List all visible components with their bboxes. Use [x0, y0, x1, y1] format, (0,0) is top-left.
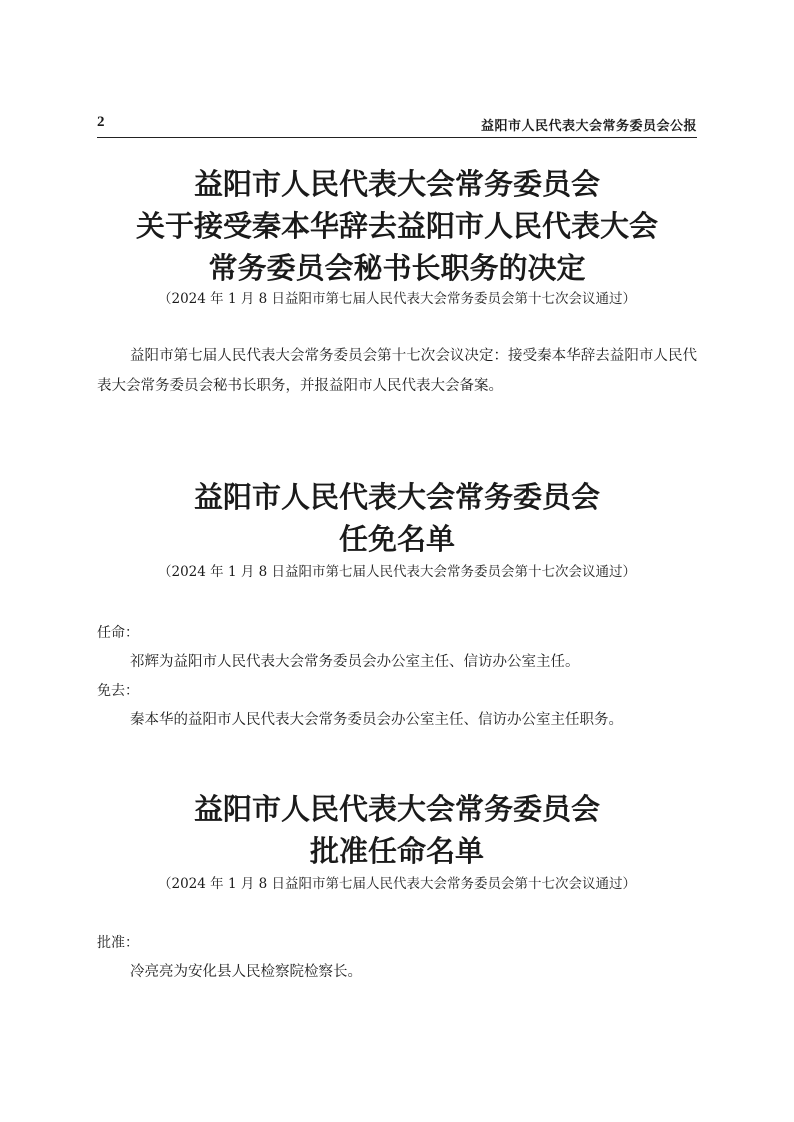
- appoint-item: 祁辉为益阳市人民代表大会常务委员会办公室主任、信访办公室主任。: [130, 654, 580, 670]
- page-header: [97, 114, 697, 138]
- appointments-adoption-note: （2024 年 1 月 8 日益阳市第七届人民代表大会常务委员会第十七次会议通过）: [158, 564, 636, 580]
- page-number: 2: [97, 114, 105, 130]
- appoint-label: 任命：: [97, 625, 139, 641]
- approvals-title-line-2: 批准任命名单: [309, 834, 484, 868]
- journal-title: 益阳市人民代表大会常务委员会公报: [480, 119, 697, 134]
- decision-adoption-note: （2024 年 1 月 8 日益阳市第七届人民代表大会常务委员会第十七次会议通过）: [158, 291, 636, 307]
- approvals-title-line-1: 益阳市人民代表大会常务委员会: [193, 792, 600, 826]
- decision-body: 益阳市第七届人民代表大会常务委员会第十七次会议决定：接受秦本华辞去益阳市人民代表大会常务委员会秘书长职务，并报益阳市人民代表大会备案。: [97, 348, 697, 394]
- remove-label: 免去：: [97, 683, 139, 699]
- appointments-title-line-2: 任免名单: [338, 522, 455, 556]
- header-divider: [97, 137, 697, 138]
- approve-item: 冷亮亮为安化县人民检察院检察长。: [130, 964, 362, 980]
- remove-item: 秦本华的益阳市人民代表大会常务委员会办公室主任、信访办公室主任职务。: [130, 712, 623, 728]
- decision-title-line-3: 常务委员会秘书长职务的决定: [208, 251, 586, 285]
- decision-title-line-1: 益阳市人民代表大会常务委员会: [193, 167, 600, 201]
- approvals-adoption-note: （2024 年 1 月 8 日益阳市第七届人民代表大会常务委员会第十七次会议通过）: [158, 876, 636, 892]
- appointments-title-line-1: 益阳市人民代表大会常务委员会: [193, 480, 600, 514]
- decision-title-line-2: 关于接受秦本华辞去益阳市人民代表大会: [135, 209, 658, 243]
- approve-label: 批准：: [97, 935, 139, 951]
